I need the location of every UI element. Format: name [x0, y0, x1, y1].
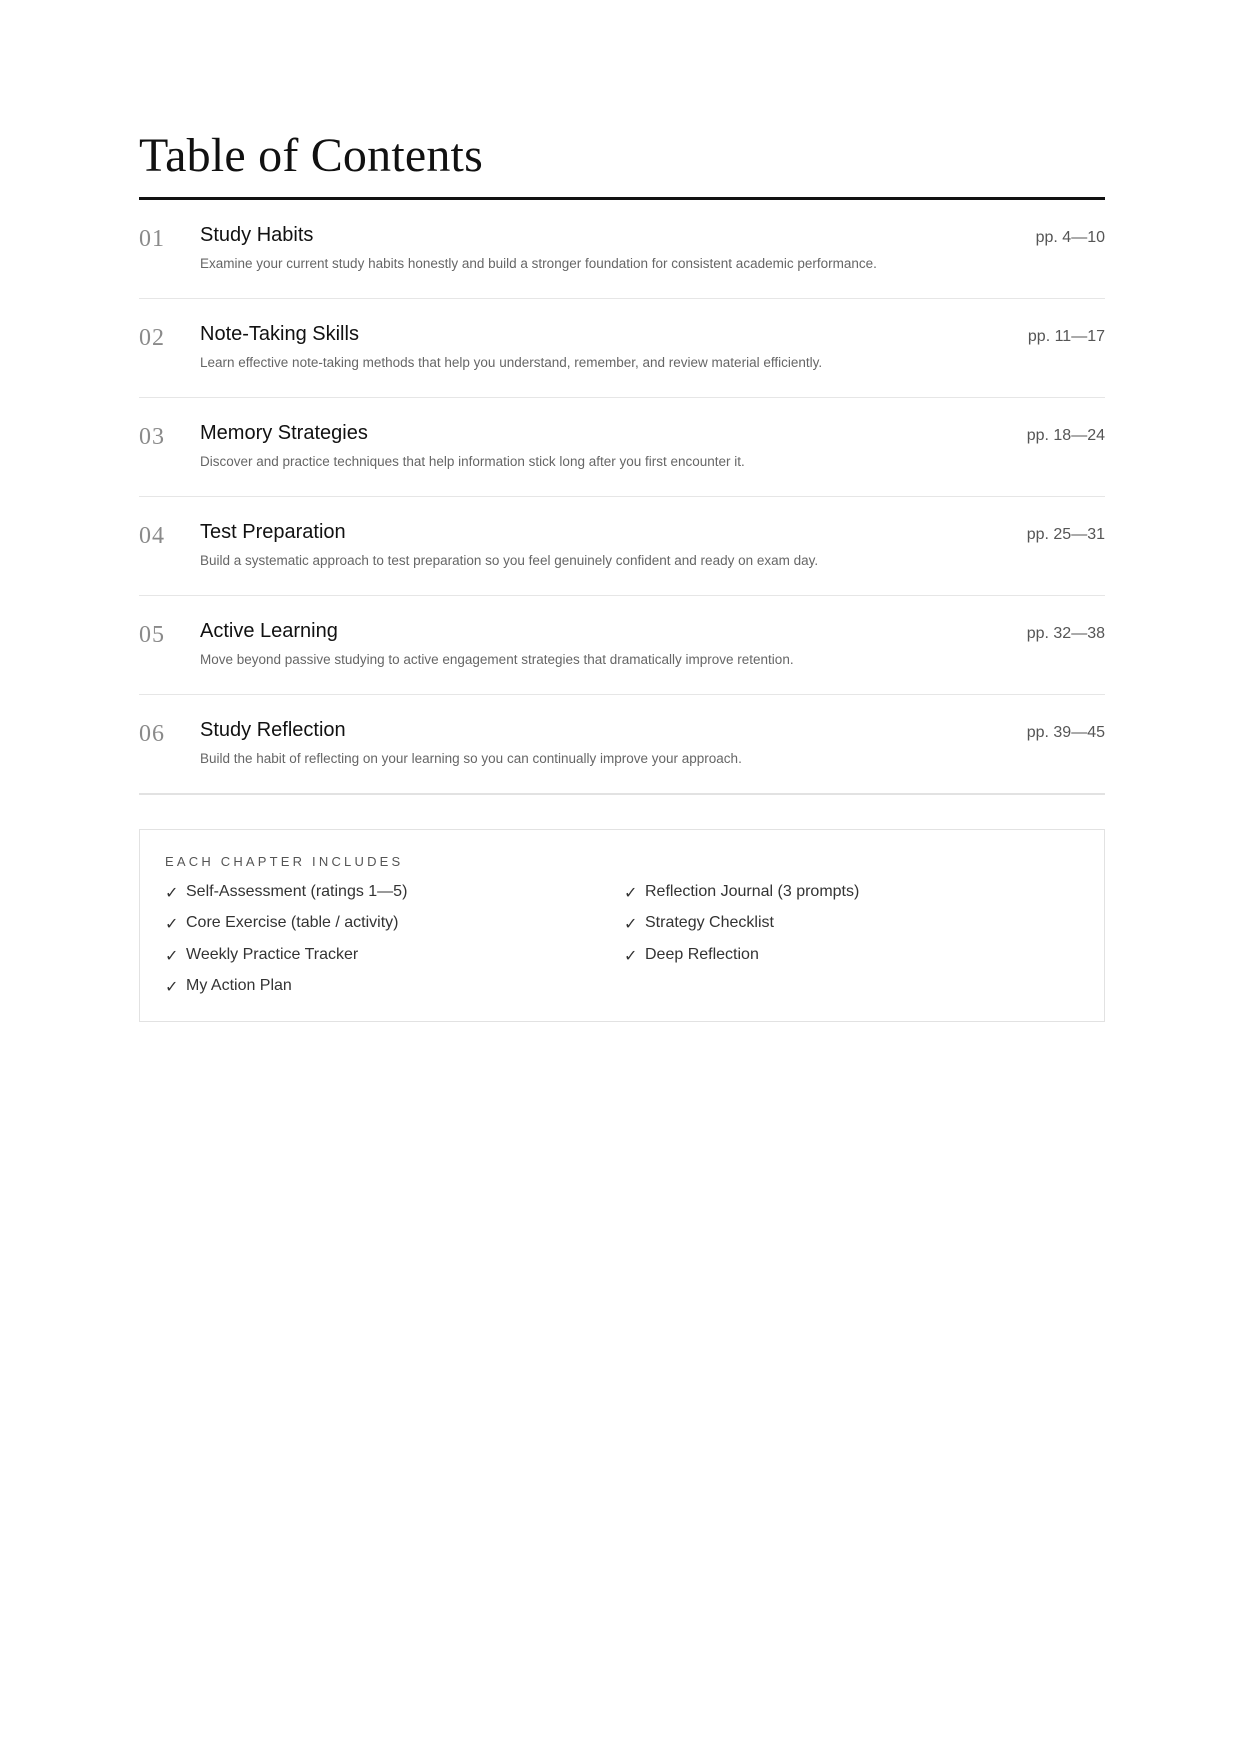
chapter-includes-box: [139, 829, 1105, 1022]
chapter-number: 02: [139, 325, 165, 351]
chapter-title: Note-Taking Skills: [200, 323, 359, 345]
check-icon: ✓: [165, 978, 179, 996]
chapter-title: Study Habits: [200, 224, 314, 246]
include-item-label: Self-Assessment (ratings 1—5): [186, 883, 408, 900]
chapter-description: Discover and practice techniques that help information stick long after you first encounter it.: [200, 454, 745, 469]
chapter-description: Build the habit of reflecting on your learning so you can continually improve your approach.: [200, 751, 742, 766]
check-icon: ✓: [165, 947, 179, 965]
include-item-label: My Action Plan: [186, 976, 292, 994]
check-icon: ✓: [624, 885, 638, 902]
toc-entry-memory-strategies[interactable]: [139, 398, 1105, 497]
include-item: [624, 883, 859, 914]
toc-entry-study-habits[interactable]: [139, 200, 1105, 299]
toc-entry-test-preparation[interactable]: [139, 497, 1105, 596]
chapter-description: Learn effective note-taking methods that help you understand, remember, and review material efficiently.: [200, 355, 823, 370]
includes-list-left: [165, 883, 407, 1008]
toc-list: [139, 200, 1105, 795]
chapter-pages: pp. 39—45: [1026, 724, 1105, 741]
toc-entry-note-taking-skills[interactable]: [139, 299, 1105, 398]
check-icon: ✓: [165, 885, 179, 902]
include-item: [165, 914, 407, 945]
chapter-pages: pp. 11—17: [1027, 328, 1105, 345]
toc-entry-active-learning[interactable]: [139, 596, 1105, 695]
chapter-title: Test Preparation: [200, 521, 346, 543]
chapter-pages: pp. 4—10: [1035, 229, 1105, 246]
chapter-pages: pp. 18—24: [1026, 427, 1105, 444]
chapter-description: Move beyond passive studying to active engagement strategies that dramatically improve retention.: [200, 652, 794, 667]
check-icon: ✓: [165, 916, 179, 934]
chapter-number: 04: [139, 523, 165, 549]
chapter-title: Study Reflection: [200, 719, 346, 741]
check-icon: ✓: [624, 947, 638, 965]
chapter-description: Build a systematic approach to test preparation so you feel genuinely confident and ready on exam day.: [200, 553, 819, 568]
include-item: [165, 883, 407, 914]
include-item: [624, 946, 859, 977]
include-item: [624, 914, 859, 945]
document-page: [139, 0, 1105, 1022]
chapter-pages: pp. 32—38: [1026, 625, 1105, 642]
include-item-label: Strategy Checklist: [645, 914, 774, 932]
include-item-label: Core Exercise (table / activity): [186, 914, 399, 932]
include-item-label: Weekly Practice Tracker: [186, 945, 359, 963]
chapter-title: Memory Strategies: [200, 422, 368, 444]
chapter-number: 06: [139, 721, 165, 747]
chapter-pages: pp. 25—31: [1026, 526, 1105, 543]
page-title: Table of Contents: [139, 129, 483, 182]
toc-entry-study-reflection[interactable]: [139, 695, 1105, 795]
include-item: [165, 977, 407, 1008]
check-icon: ✓: [624, 916, 638, 934]
include-item: [165, 946, 407, 977]
include-item-label: Deep Reflection: [645, 945, 759, 963]
include-item-label: Reflection Journal (3 prompts): [645, 883, 860, 900]
chapter-description: Examine your current study habits honestly and build a stronger foundation for consistent academic performance.: [200, 256, 877, 271]
includes-heading: EACH CHAPTER INCLUDES: [165, 854, 404, 869]
chapter-number: 05: [139, 622, 165, 648]
chapter-title: Active Learning: [200, 620, 338, 642]
chapter-number: 03: [139, 424, 165, 450]
chapter-number: 01: [139, 226, 165, 252]
includes-list-right: [624, 883, 859, 977]
